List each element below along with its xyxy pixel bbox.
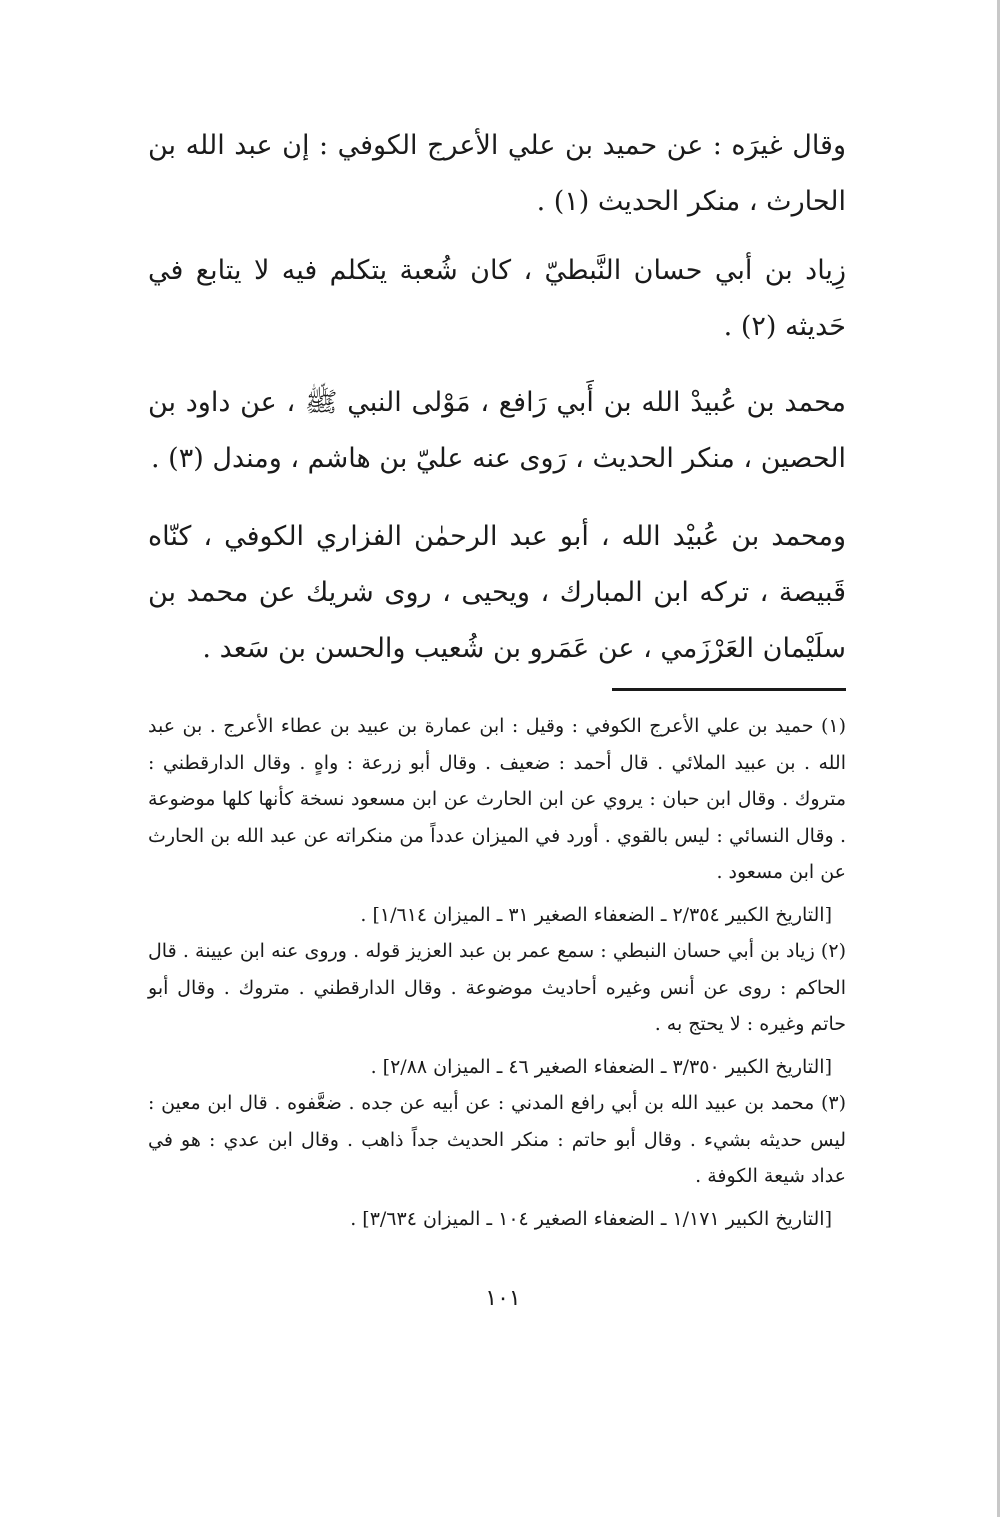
paragraph-muhammad-ibn-ubaydullah-al-fazari: ومحمد بن عُبيْد الله ، أبو عبد الرحمٰن الفزاري الكوفي ، كنّاه قَبيصة ، تركه ابن المبارك ، ويحيى ، روى شريك عن محمد بن سلَيْمان العَرْزَمي ، عن عَمَرو بن شُعيب والحسن بن سَعد .: [148, 521, 846, 664]
footnote-separator: [612, 688, 846, 691]
footnote-1: (١) حميد بن علي الأعرج الكوفي : وقيل : ابن عمارة بن عبيد بن عطاء الأعرج . بن عبد الله . بن عبيد الملائي . قال أحمد : ضعيف . وقال أبو زرعة : واهٍ . وقال الدارقطني : متروك . وقال ابن حبان : يروي عن ابن الحارث عن ابن مسعود نسخة كأنها كلها موضوعة . وقال النسائي : ليس بالقوي . أورد في الميزان عدداً من منكراته عن عبد الله بن الحارث عن ابن مسعود .: [148, 715, 846, 883]
footnote-2: (٢) زياد بن أبي حسان النبطي : سمع عمر بن عبد العزيز قوله . وروى عنه ابن عيينة . قال الحاكم : روى عن أنس وغيره أحاديث موضوعة . وقال الدارقطني . متروك . وقال أبو حاتم وغيره : لا يحتج به .: [148, 940, 846, 1035]
paragraph-ziyad-ibn-abi-hassan: زِياد بن أبي حسان النَّبطيّ ، كان شُعبة يتكلم فيه لا يتابع في حَديثه (٢) .: [148, 255, 846, 342]
footnote-3-references: [التاريخ الكبير ١/١٧١ ـ الضعفاء الصغير ١٠٤ ـ الميزان ٣/٦٣٤] .: [350, 1207, 832, 1230]
paragraph-abdullah-ibn-al-harith: وقال غيرَه : عن حميد بن علي الأعرج الكوفي : إن عبد الله بن الحارث ، منكر الحديث (١) .: [148, 130, 846, 217]
footnote-3: (٣) محمد بن عبيد الله بن أبي رافع المدني : عن أبيه عن جده . ضعَّفوه . قال ابن معين : ليس حديثه بشيء . وقال أبو حاتم : منكر الحديث جداً ذاهب . وقال ابن عدي : هو في عداد شيعة الكوفة .: [148, 1092, 846, 1187]
footnotes: [148, 708, 846, 1237]
footnote-1-references: [التاريخ الكبير ٢/٣٥٤ ـ الضعفاء الصغير ٣١ ـ الميزان ١/٦١٤] .: [360, 903, 832, 926]
main-text-body: [148, 118, 846, 677]
footnote-2-references: [التاريخ الكبير ٣/٣٥٠ ـ الضعفاء الصغير ٤٦ ـ الميزان ٢/٨٨] .: [370, 1055, 832, 1078]
paragraph-muhammad-ibn-ubaydullah-ibn-abi-rafi: محمد بن عُبيدْ الله بن أَبي رَافع ، مَوْلى النبي ﷺ ، عن داود بن الحصين ، منكر الحديث ، رَوى عنه عليّ بن هاشم ، ومندل (٣) .: [148, 387, 846, 474]
page-number: ١٠١: [485, 1286, 521, 1311]
